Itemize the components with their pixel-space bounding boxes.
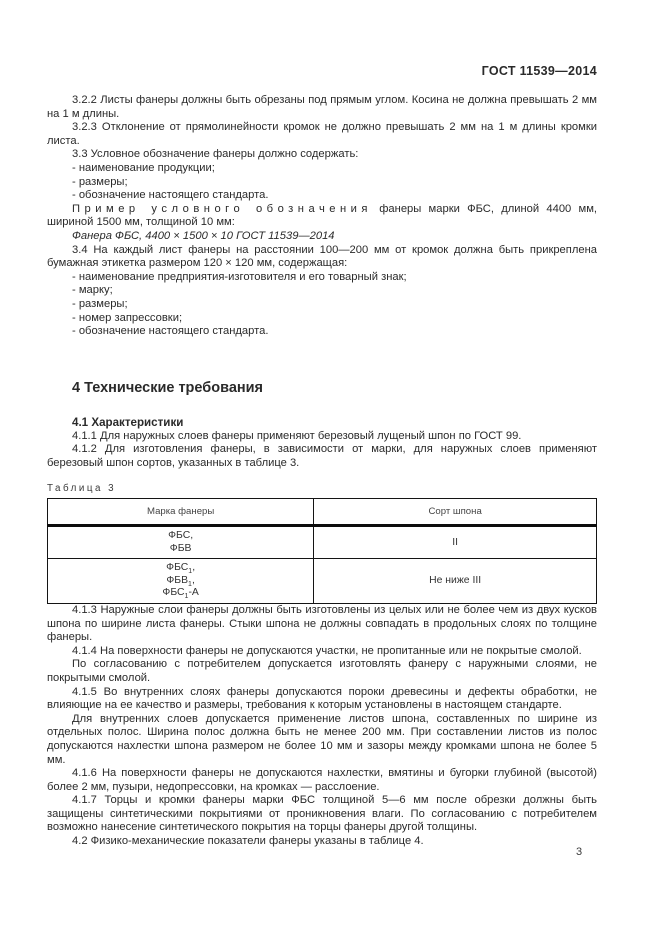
cell-veneer-grade-row-1: II <box>314 526 597 559</box>
cell-marks-row-2 <box>48 559 314 604</box>
list-item: - марку; <box>72 284 113 297</box>
clause-4-2: 4.2 Физико-механические показатели фанеры указаны в таблице 4. <box>72 835 424 848</box>
table-row <box>48 559 597 604</box>
table-header-row <box>48 499 597 526</box>
table-3-body <box>48 526 597 604</box>
list-item: - размеры; <box>72 297 128 310</box>
designation-example-lead <box>47 203 597 230</box>
list-item: - размеры; <box>72 175 128 188</box>
clause-4-1-1: 4.1.1 Для наружных слоев фанеры применяют березовый лущеный шпон по ГОСТ 99. <box>72 429 522 442</box>
table-row <box>48 526 597 559</box>
grade-mark: $ФБС_1-А$ <box>162 587 199 601</box>
clause-4-1-5: 4.1.5 Во внутренних слоях фанеры допускаются пороки древесины и дефекты обработки, не влияющие на ее качество и размеры, требования к которым установлены в настоящем стандарте. <box>47 685 597 712</box>
cell-marks-row-1 <box>48 526 314 559</box>
page-number: 3 <box>576 846 583 858</box>
section-4-1-title: 4.1 Характеристики <box>72 415 184 429</box>
clause-4-1-4: 4.1.4 На поверхности фанеры не допускаются участки, не пропитанные или не покрытые смолой. <box>72 644 582 657</box>
clause-4-1-6: 4.1.6 На поверхности фанеры не допускаются нахлестки, вмятины и бугорки глубиной (высотой) более 2 мм, пузыри, недопрессовки, на кромках — расслоение. <box>47 767 597 793</box>
clause-3-2-3: 3.2.3 Отклонение от прямолинейности кромок не должно превышать 2 мм на 1 м длины кромки листа. <box>47 121 597 147</box>
designation-content-list <box>47 162 597 203</box>
section-4-title: 4 Технические требования <box>72 379 264 396</box>
grade-mark: $ФБС_1$, <box>166 562 196 576</box>
page-content <box>47 64 597 849</box>
table-3 <box>47 498 597 604</box>
doc-code-header: ГОСТ 11539—2014 <box>481 64 597 78</box>
clause-3-3: 3.3 Условное обозначение фанеры должно содержать: <box>72 148 359 161</box>
list-item: - номер запрессовки; <box>72 311 183 324</box>
clause-4-1-3: 4.1.3 Наружные слои фанеры должны быть изготовлены из целых или не более чем из двух кусков шпона по ширине листа фанеры. Стыки шпона не должны совпадать в продольных слоях по толщине фанеры. <box>47 603 597 644</box>
column-header-plywood-mark: Марка фанеры <box>48 499 314 526</box>
table-3-head <box>48 499 597 526</box>
clause-4-1-4-cont: По согласованию с потребителем допускается изготовлять фанеру с наружными слоями, не покрытыми смолой. <box>47 658 597 684</box>
list-item: - обозначение настоящего стандарта. <box>72 325 269 338</box>
column-header-veneer-grade: Сорт шпона <box>314 499 597 526</box>
clause-3-4: 3.4 На каждый лист фанеры на расстоянии 100—200 мм от кромок должна быть прикреплена бумажная этикетка размером 120 × 120 мм, содержащая: <box>47 243 597 270</box>
list-item: - обозначение настоящего стандарта. <box>72 189 269 202</box>
cell-veneer-grade-row-2: Не ниже III <box>314 559 597 604</box>
grade-mark: $ФБВ_1$, <box>166 574 195 589</box>
grade-mark: ФБВ <box>169 542 192 554</box>
label-content-list <box>47 271 597 339</box>
clause-3-2-2: 3.2.2 Листы фанеры должны быть обрезаны под прямым углом. Косина не должна превышать 2 мм на 1 м длины. <box>47 94 597 120</box>
clause-4-1-2: 4.1.2 Для изготовления фанеры, в зависимости от марки, для наружных слоев применяют березовый шпон сортов, указанных в таблице 3. <box>47 443 597 469</box>
example-lead-rest-text: фанеры марки ФБС, длиной 4400 мм, шириной 1500 мм, толщиной 10 мм: <box>47 202 597 229</box>
grade-mark: ФБС, <box>168 530 194 542</box>
example-lead-spaced-text: Пример условного обозначения <box>72 202 372 215</box>
clause-4-1-7: 4.1.7 Торцы и кромки фанеры марки ФБС толщиной 5—6 мм после обрезки должны быть защищены синтетическими покрытиями от проникновения влаги. По согласованию с потребителем возможно нанесение синтетического покрытия на торцы фанеры другой толщины. <box>47 794 597 834</box>
list-item: - наименование продукции; <box>72 161 215 174</box>
list-item: - наименование предприятия-изготовителя и его товарный знак; <box>72 270 407 283</box>
table-3-caption: Таблица 3 <box>47 483 117 495</box>
designation-example-formula: Фанера ФБС, 4400 × 1500 × 10 ГОСТ 11539—2014 <box>72 229 335 242</box>
clause-4-1-5-cont: Для внутренних слоев допускается применение листов шпона, составленных по ширине из отдельных полос. Ширина полос должна быть не менее 200 мм. При составлении листов из полос допускаются нахлестки шпона размером не более 10 мм и зазоры между кромками шпона не более 5 мм. <box>47 712 597 766</box>
